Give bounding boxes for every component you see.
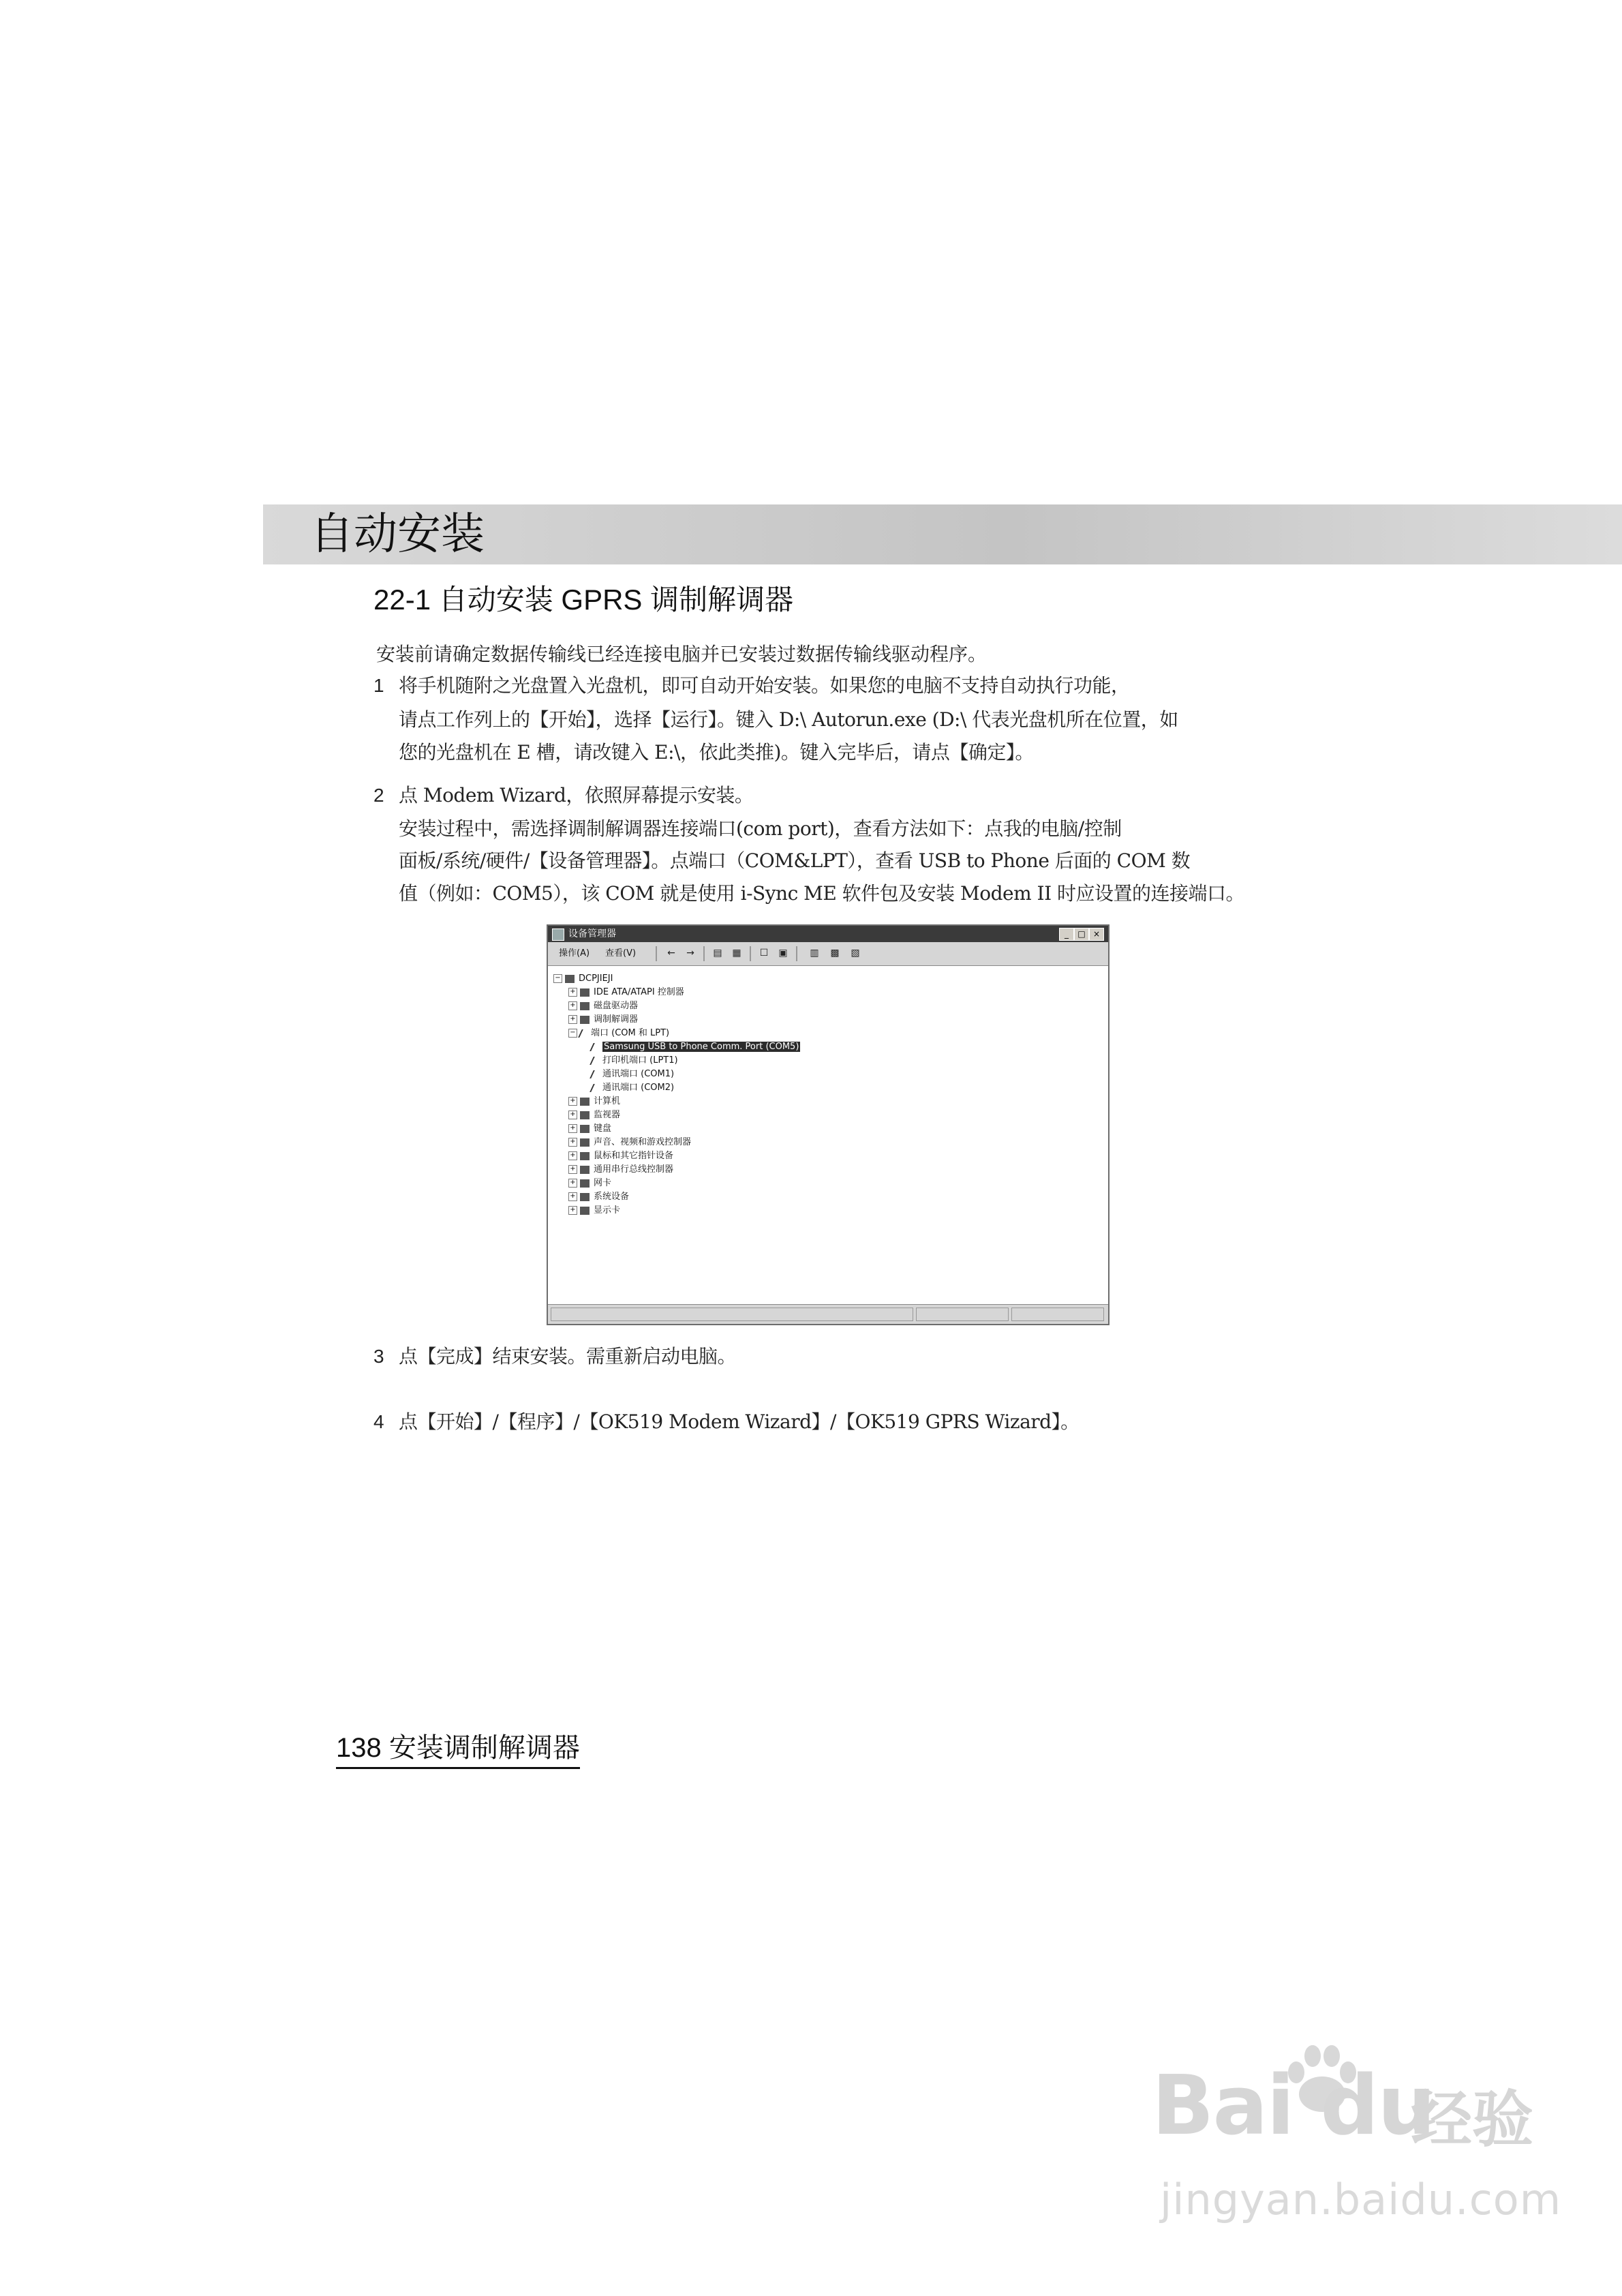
tree-item[interactable]: + 键盘: [568, 1122, 611, 1136]
window-toolbar: [548, 942, 1108, 966]
back-icon[interactable]: ←: [667, 948, 675, 958]
device-icon: [580, 1002, 590, 1010]
disable-icon[interactable]: ▩: [830, 948, 840, 958]
step-line: 您的光盘机在 E 槽，请改键入 E:\，依此类推)。键入完毕后，请点【确定】。: [399, 741, 1034, 764]
device-icon: [580, 1016, 590, 1024]
tree-item[interactable]: + 网卡: [568, 1177, 611, 1190]
device-icon: [580, 988, 590, 997]
expand-icon[interactable]: +: [568, 1111, 577, 1119]
expand-icon[interactable]: +: [568, 988, 577, 997]
collapse-icon[interactable]: −: [568, 1029, 577, 1038]
tree-item-usb-phone-port[interactable]: Samsung USB to Phone Comm. Port (COM5): [592, 1040, 800, 1054]
device-icon: [580, 1111, 590, 1119]
close-button[interactable]: ×: [1089, 928, 1104, 941]
device-icon: [580, 1166, 590, 1174]
device-icon: [580, 1193, 590, 1201]
maximize-button[interactable]: □: [1074, 928, 1089, 941]
step-number: 3: [373, 1346, 384, 1367]
sub-title: 22-1 自动安装 GPRS 调制解调器: [373, 584, 794, 616]
step-line: 点【开始】/【程序】/【OK519 Modem Wizard】/【OK519 GPRS Wizard】。: [399, 1410, 1080, 1433]
step-line: 请点工作列上的【开始】，选择【运行】。键入 D:\ Autorun.exe (D:\ 代表光盘机所在位置，如: [399, 708, 1178, 731]
intro-text: 安装前请确定数据传输线已经连接电脑并已安装过数据传输线驱动程序。: [376, 643, 988, 665]
tree-item[interactable]: 打印机端口 (LPT1): [592, 1054, 678, 1068]
app-icon: [552, 928, 564, 941]
device-icon: [580, 1207, 590, 1215]
computer-icon: [565, 975, 575, 983]
tree-item[interactable]: + 通用串行总线控制器: [568, 1163, 673, 1177]
collapse-icon[interactable]: −: [553, 974, 562, 983]
tree-item[interactable]: + 系统设备: [568, 1190, 629, 1204]
tree-item[interactable]: 通讯端口 (COM1): [592, 1068, 674, 1081]
toolbar-separator: [796, 946, 797, 961]
expand-icon[interactable]: +: [568, 1206, 577, 1215]
baidu-watermark: [1152, 2038, 1562, 2263]
minimize-button[interactable]: _: [1059, 928, 1074, 941]
tree-item[interactable]: + IDE ATA/ATAPI 控制器: [568, 986, 684, 999]
watermark-logo: Bai du: [1152, 2059, 1435, 2154]
device-manager-window: [547, 924, 1110, 1325]
tree-item-ports[interactable]: − 端口 (COM 和 LPT): [568, 1027, 669, 1040]
page-footer: [336, 1730, 580, 1769]
expand-icon[interactable]: +: [568, 1015, 577, 1024]
expand-icon[interactable]: +: [568, 1124, 577, 1133]
step-line: 值（例如：COM5），该 COM 就是使用 i-Sync ME 软件包及安装 Modem II 时应设置的连接端口。: [399, 882, 1245, 905]
device-icon: [580, 1125, 590, 1133]
port-icon: [590, 1057, 600, 1065]
expand-icon[interactable]: +: [568, 1138, 577, 1147]
device-icon: [580, 1152, 590, 1160]
device-icon: [580, 1179, 590, 1188]
menu-action[interactable]: 操作(A): [559, 948, 590, 958]
expand-icon[interactable]: +: [568, 1151, 577, 1160]
forward-icon[interactable]: →: [686, 948, 694, 958]
device-icon: [580, 1098, 590, 1106]
watermark-brand: 经验: [1411, 2084, 1533, 2156]
status-cell: [1011, 1308, 1104, 1321]
properties-icon[interactable]: ☐: [759, 948, 769, 958]
toolbar-separator: [703, 946, 705, 961]
tree-item[interactable]: + 显示卡: [568, 1204, 620, 1218]
window-titlebar: [548, 926, 1108, 942]
status-cell: [551, 1308, 913, 1321]
step-number: 1: [373, 675, 384, 696]
expand-icon[interactable]: +: [568, 1192, 577, 1201]
port-icon: [590, 1043, 600, 1051]
tree-item[interactable]: + 声音、视频和游戏控制器: [568, 1136, 691, 1149]
refresh-icon[interactable]: ▣: [778, 948, 788, 958]
window-title: 设备管理器: [568, 928, 616, 939]
step-number: 2: [373, 785, 384, 806]
view-icon[interactable]: ▤: [713, 948, 722, 958]
step-line: 点 Modem Wizard，依照屏幕提示安装。: [399, 784, 754, 806]
step-line: 点【完成】结束安装。需重新启动电脑。: [399, 1345, 737, 1368]
port-icon: [578, 1029, 589, 1038]
tree-item[interactable]: + 鼠标和其它指针设备: [568, 1149, 673, 1163]
expand-icon[interactable]: +: [568, 1165, 577, 1174]
expand-icon[interactable]: +: [568, 1001, 577, 1010]
page-number: 138: [336, 1733, 382, 1763]
tree-item[interactable]: + 调制解调器: [568, 1013, 638, 1027]
scan-icon[interactable]: ▥: [810, 948, 819, 958]
expand-icon[interactable]: +: [568, 1097, 577, 1106]
section-title: 自动安装: [310, 509, 485, 560]
device-icon: [580, 1138, 590, 1147]
port-icon: [590, 1084, 600, 1092]
step-line: 面板/系统/硬件/【设备管理器】。点端口（COM&LPT），查看 USB to Phone 后面的 COM 数: [399, 849, 1191, 872]
footer-title: 安装调制解调器: [388, 1732, 580, 1764]
tree-item[interactable]: + 计算机: [568, 1095, 620, 1108]
tree-item[interactable]: + 磁盘驱动器: [568, 999, 638, 1013]
step-line: 安装过程中，需选择调制解调器连接端口(com port)，查看方法如下：点我的电脑/控制: [399, 817, 1122, 840]
tree-item[interactable]: + 监视器: [568, 1108, 620, 1122]
step-line: 将手机随附之光盘置入光盘机，即可自动开始安装。如果您的电脑不支持自动执行功能，: [399, 674, 1130, 697]
device-tree: [549, 967, 1107, 1303]
toolbar-separator: [656, 946, 657, 961]
toolbar-separator: [750, 946, 751, 961]
status-cell: [916, 1308, 1009, 1321]
tree-item-root[interactable]: − DCPJIEJI: [553, 972, 613, 986]
tree-item[interactable]: 通讯端口 (COM2): [592, 1081, 674, 1095]
port-icon: [590, 1070, 600, 1078]
step-number: 4: [373, 1411, 384, 1432]
expand-icon[interactable]: +: [568, 1179, 577, 1188]
menu-view[interactable]: 查看(V): [605, 948, 637, 958]
status-bar: [548, 1304, 1108, 1324]
uninstall-icon[interactable]: ▧: [851, 948, 860, 958]
list-icon[interactable]: ▦: [732, 948, 741, 958]
watermark-url: jingyan.baidu.com: [1160, 2175, 1562, 2224]
